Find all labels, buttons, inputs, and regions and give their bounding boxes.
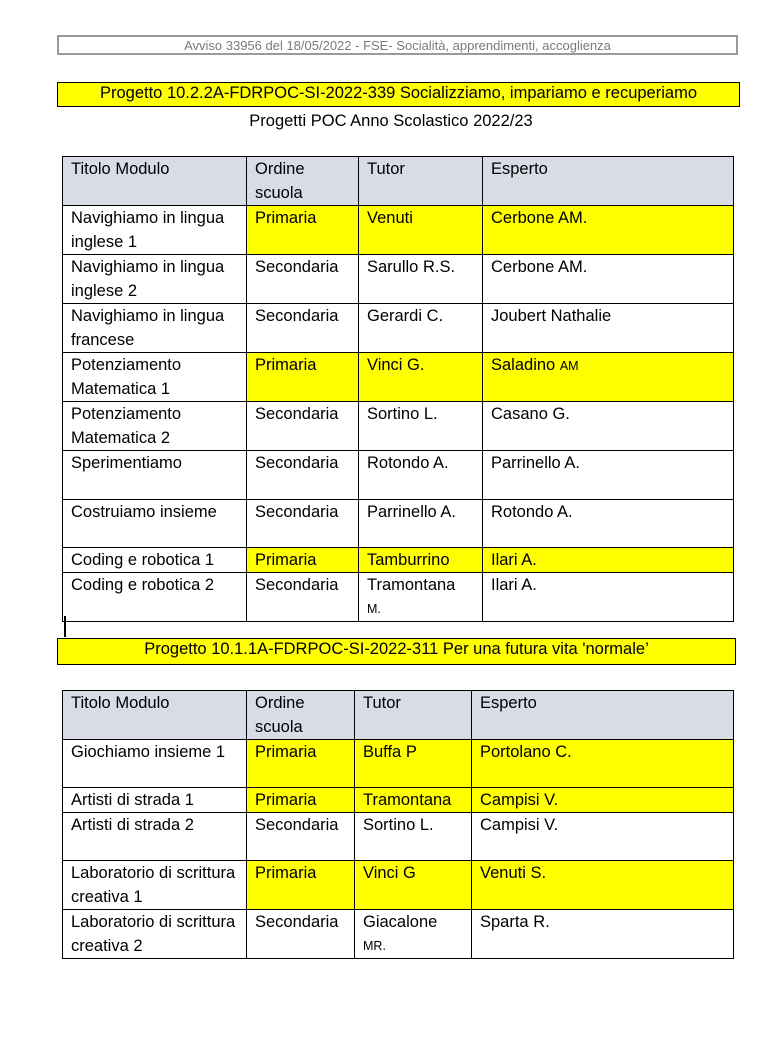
table-row: [63, 353, 734, 402]
table-row: [63, 548, 734, 573]
cell-esperto: Portolano C.: [472, 740, 734, 788]
cell-ordine: Secondaria: [247, 255, 359, 304]
esperto-name: Saladino: [491, 356, 556, 374]
table-row: [63, 740, 734, 788]
table-row: [63, 861, 734, 910]
cell-ordine: Primaria: [247, 206, 359, 255]
cell-ordine: Secondaria: [247, 573, 359, 622]
cell-esperto: Campisi V.: [472, 788, 734, 813]
cell-titolo: Giochiamo insieme 1: [63, 740, 247, 788]
cell-tutor: Venuti: [359, 206, 483, 255]
cell-ordine: Primaria: [247, 548, 359, 573]
cell-ordine: Primaria: [247, 353, 359, 402]
cell-tutor: [359, 573, 483, 622]
cell-ordine: Secondaria: [247, 813, 355, 861]
cell-titolo: Coding e robotica 2: [63, 573, 247, 622]
table-row: [63, 573, 734, 622]
cell-ordine: Secondaria: [247, 451, 359, 500]
cell-titolo: Coding e robotica 1: [63, 548, 247, 573]
cell-titolo: Artisti di strada 1: [63, 788, 247, 813]
cell-tutor: Sortino L.: [355, 813, 472, 861]
project1-subtitle: Progetti POC Anno Scolastico 2022/23: [249, 112, 533, 130]
col-header-titolo: Titolo Modulo: [63, 691, 247, 740]
esperto-initials: AM: [559, 359, 579, 373]
table-row: [63, 451, 734, 500]
table-row: [63, 402, 734, 451]
table-row: [63, 255, 734, 304]
cell-ordine: Secondaria: [247, 304, 359, 353]
tutor-initial: M.: [367, 602, 381, 616]
cell-esperto: Joubert Nathalie: [483, 304, 734, 353]
cell-esperto: Venuti S.: [472, 861, 734, 910]
cell-titolo: Artisti di strada 2: [63, 813, 247, 861]
cell-tutor: Sarullo R.S.: [359, 255, 483, 304]
cell-tutor: [355, 910, 472, 959]
cell-esperto: Casano G.: [483, 402, 734, 451]
col-header-ordine: Ordine scuola: [247, 157, 359, 206]
col-header-ordine: Ordine scuola: [247, 691, 355, 740]
col-header-esperto: Esperto: [483, 157, 734, 206]
cell-esperto: Cerbone AM.: [483, 255, 734, 304]
cell-titolo: Costruiamo insieme: [63, 500, 247, 548]
col-header-titolo: Titolo Modulo: [63, 157, 247, 206]
project2-banner: Progetto 10.1.1A-FDRPOC-SI-2022-311 Per una futura vita 'normale’: [57, 638, 736, 665]
tutor-name: Giacalone: [363, 913, 438, 931]
table-header-row: [63, 157, 734, 206]
cell-titolo: Sperimentiamo: [63, 451, 247, 500]
cell-tutor: Gerardi C.: [359, 304, 483, 353]
cell-ordine: Secondaria: [247, 402, 359, 451]
cell-titolo: Laboratorio di scrittura creativa 2: [63, 910, 247, 959]
cell-titolo: Navighiamo in lingua francese: [63, 304, 247, 353]
tutor-initial: MR.: [363, 939, 386, 953]
table-row: [63, 788, 734, 813]
cell-titolo: Potenziamento Matematica 2: [63, 402, 247, 451]
cell-tutor: Vinci G.: [359, 353, 483, 402]
col-header-esperto: Esperto: [472, 691, 734, 740]
project1-table: [62, 156, 734, 622]
cell-esperto: [483, 353, 734, 402]
cell-ordine: Secondaria: [247, 500, 359, 548]
cell-tutor: Sortino L.: [359, 402, 483, 451]
cell-esperto: Parrinello A.: [483, 451, 734, 500]
cell-titolo: Navighiamo in lingua inglese 2: [63, 255, 247, 304]
cell-ordine: Primaria: [247, 740, 355, 788]
cell-tutor: Tamburrino: [359, 548, 483, 573]
notice-header: Avviso 33956 del 18/05/2022 - FSE- Socialità, apprendimenti, accoglienza: [57, 35, 738, 55]
tutor-name: Tramontana: [367, 576, 456, 594]
cell-tutor: Buffa P: [355, 740, 472, 788]
table-header-row: [63, 691, 734, 740]
cell-tutor: Parrinello A.: [359, 500, 483, 548]
cell-esperto: Cerbone AM.: [483, 206, 734, 255]
table-row: [63, 813, 734, 861]
project2-table: [62, 690, 734, 959]
table-row: [63, 304, 734, 353]
table-row: [63, 500, 734, 548]
cell-esperto: Ilari A.: [483, 548, 734, 573]
cell-titolo: Navighiamo in lingua inglese 1: [63, 206, 247, 255]
col-header-tutor: Tutor: [359, 157, 483, 206]
cell-esperto: Ilari A.: [483, 573, 734, 622]
col-header-tutor: Tutor: [355, 691, 472, 740]
cell-titolo: Laboratorio di scrittura creativa 1: [63, 861, 247, 910]
cell-esperto: Campisi V.: [472, 813, 734, 861]
cell-tutor: Vinci G: [355, 861, 472, 910]
divider-line: [64, 616, 66, 637]
cell-esperto: Rotondo A.: [483, 500, 734, 548]
cell-tutor: Tramontana: [355, 788, 472, 813]
cell-tutor: Rotondo A.: [359, 451, 483, 500]
cell-esperto: Sparta R.: [472, 910, 734, 959]
project1-banner: Progetto 10.2.2A-FDRPOC-SI-2022-339 Socializziamo, impariamo e recuperiamo: [57, 82, 740, 107]
cell-ordine: Primaria: [247, 861, 355, 910]
cell-ordine: Primaria: [247, 788, 355, 813]
table-row: [63, 910, 734, 959]
table-row: [63, 206, 734, 255]
cell-titolo: Potenziamento Matematica 1: [63, 353, 247, 402]
cell-ordine: Secondaria: [247, 910, 355, 959]
